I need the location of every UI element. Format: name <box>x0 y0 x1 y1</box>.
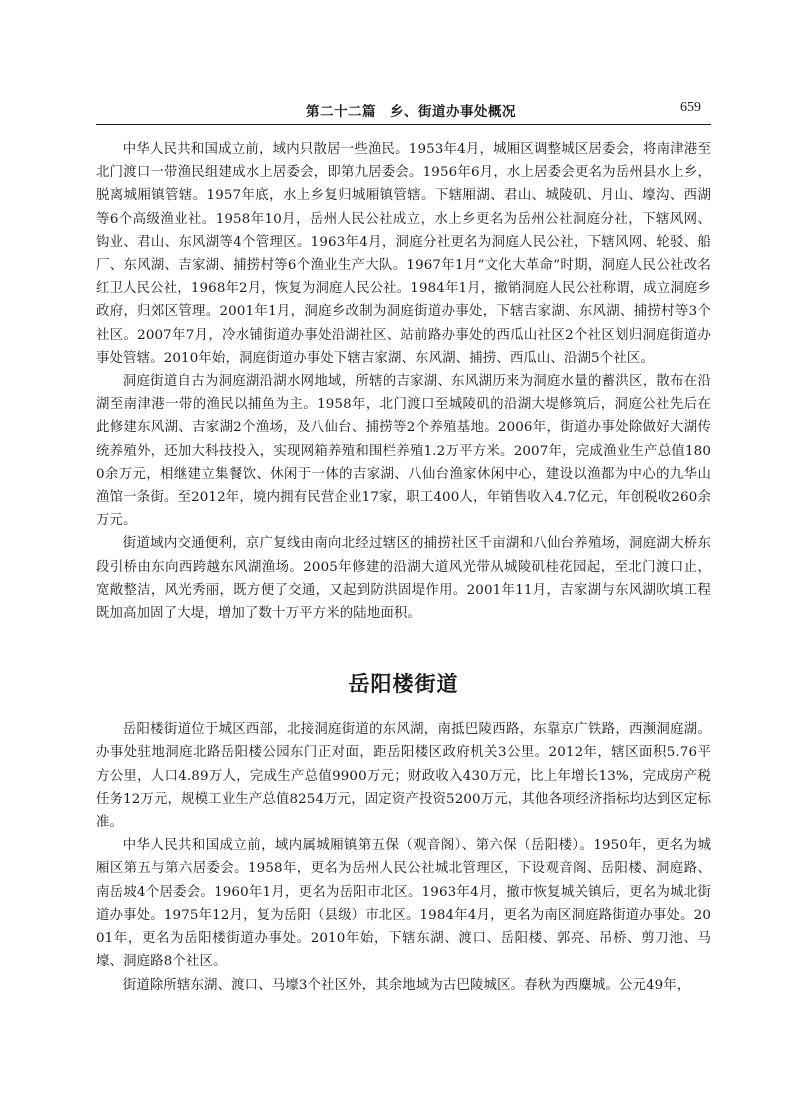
paragraph: 洞庭街道自古为洞庭湖沿湖水网地域，所辖的吉家湖、东风湖历来为洞庭水量的蓄洪区，散布在沿湖至南津港一带的渔民以捕鱼为主。1958年，北门渡口至城陵矶的沿湖大堤修筑后，洞庭公社先后在此修建东风湖、吉家湖2个渔场，及八仙台、捕捞等2个养殖基地。2006年，街道办事处除做好大湖传统养殖外，还加大科技投入，实现网箱养殖和围栏养殖1.2万平方米。2007年，完成渔业生产总值1800余万元，相继建立集餐饮、休闲于一体的吉家湖、八仙台渔家休闲中心，建设以渔都为中心的九华山渔馆一条街。至2012年，境内拥有民营企业17家，职工400人，年销售收入4.7亿元，年创税收260余万元。 <box>96 374 711 529</box>
section-heading: 岳阳楼街道 <box>348 672 459 697</box>
page-number: 659 <box>680 100 701 115</box>
paragraph: 街道域内交通便利，京广复线由南向北经过辖区的捕捞社区千亩湖和八仙台养殖场，洞庭湖大桥东段引桥由东向西跨越东风湖渔场。2005年修建的沿湖大道风光带从城陵矶桂花园起，至北门渡口止，宽敞整洁，风光秀丽，既方便了交通，又起到防洪固堤作用。2001年11月，吉家湖与东风湖吹填工程既加高加固了大堤，增加了数十万平方米的陆地面积。 <box>96 536 711 622</box>
paragraph: 岳阳楼街道位于城区西部，北接洞庭街道的东风湖，南抵巴陵西路，东靠京广铁路，西濒洞庭湖。办事处驻地洞庭北路岳阳楼公园东门正对面，距岳阳楼区政府机关3公里。2012年，辖区面积5.76平方公里，人口4.89万人，完成生产总值9900万元；财政收入430万元，比上年增长13%，完成房产税任务12万元，规模工业生产总值8254万元，固定资产投资5200万元，其他各项经济指标均达到区定标准。 <box>96 722 712 831</box>
page-body <box>96 138 711 997</box>
paragraph: 中华人民共和国成立前，域内属城厢镇第五保（观音阁）、第六保（岳阳楼）。1950年，更名为城厢区第五与第六居委会。1958年，更名为岳州人民公社城北管理区，下设观音阁、岳阳楼、洞庭路、南岳坡4个居委会。1960年1月，更名为岳阳市北区。1963年4月，撤市恢复城关镇后，更名为城北街道办事处。1975年12月，复为岳阳（县级）市北区。1984年4月，更名为南区洞庭路街道办事处。2001年，更名为岳阳楼街道办事处。2010年始，下辖东湖、渡口、岳阳楼、郭亮、吊桥、剪刀池、马壕、洞庭路8个社区。 <box>96 838 711 970</box>
chapter-title: 第二十二篇 乡、街道办事处概况 <box>306 104 516 120</box>
paragraph: 街道除所辖东湖、渡口、马壕3个社区外，其余地域为古巴陵城区。春秋为西麋城。公元49年， <box>122 977 691 993</box>
paragraph: 中华人民共和国成立前，域内只散居一些渔民。1953年4月，城厢区调整城区居委会，将南津港至北门渡口一带渔民组建成水上居委会，即第九居委会。1956年6月，水上居委会更名为岳州县水上乡，脱离城厢镇管辖。1957年底，水上乡复归城厢镇管辖。下辖厢湖、君山、城陵矶、月山、壕沟、西湖等6个高级渔业社。1958年10月，岳州人民公社成立，水上乡更名为岳州公社洞庭分社，下辖风网、钩业、君山、东风湖等4个管理区。1963年4月，洞庭分社更名为洞庭人民公社，下辖风网、轮驳、船厂、东风湖、吉家湖、捕捞村等6个渔业生产大队。1967年1月“文化大革命”时期，洞庭人民公社改名红卫人民公社，1968年2月，恢复为洞庭人民公社。1984年1月，撤销洞庭人民公社称谓，成立洞庭乡政府，归郊区管理。2001年1月，洞庭乡改制为洞庭街道办事处，下辖吉家湖、东风湖、捕捞村等3个社区。2007年7月，冷水铺街道办事处沿湖社区、站前路办事处的西瓜山社区2个社区划归洞庭街道办事处管辖。2010年始，洞庭街道办事处下辖吉家湖、东风湖、捕捞、西瓜山、沿湖5个社区。 <box>96 142 711 366</box>
running-header <box>96 98 711 125</box>
